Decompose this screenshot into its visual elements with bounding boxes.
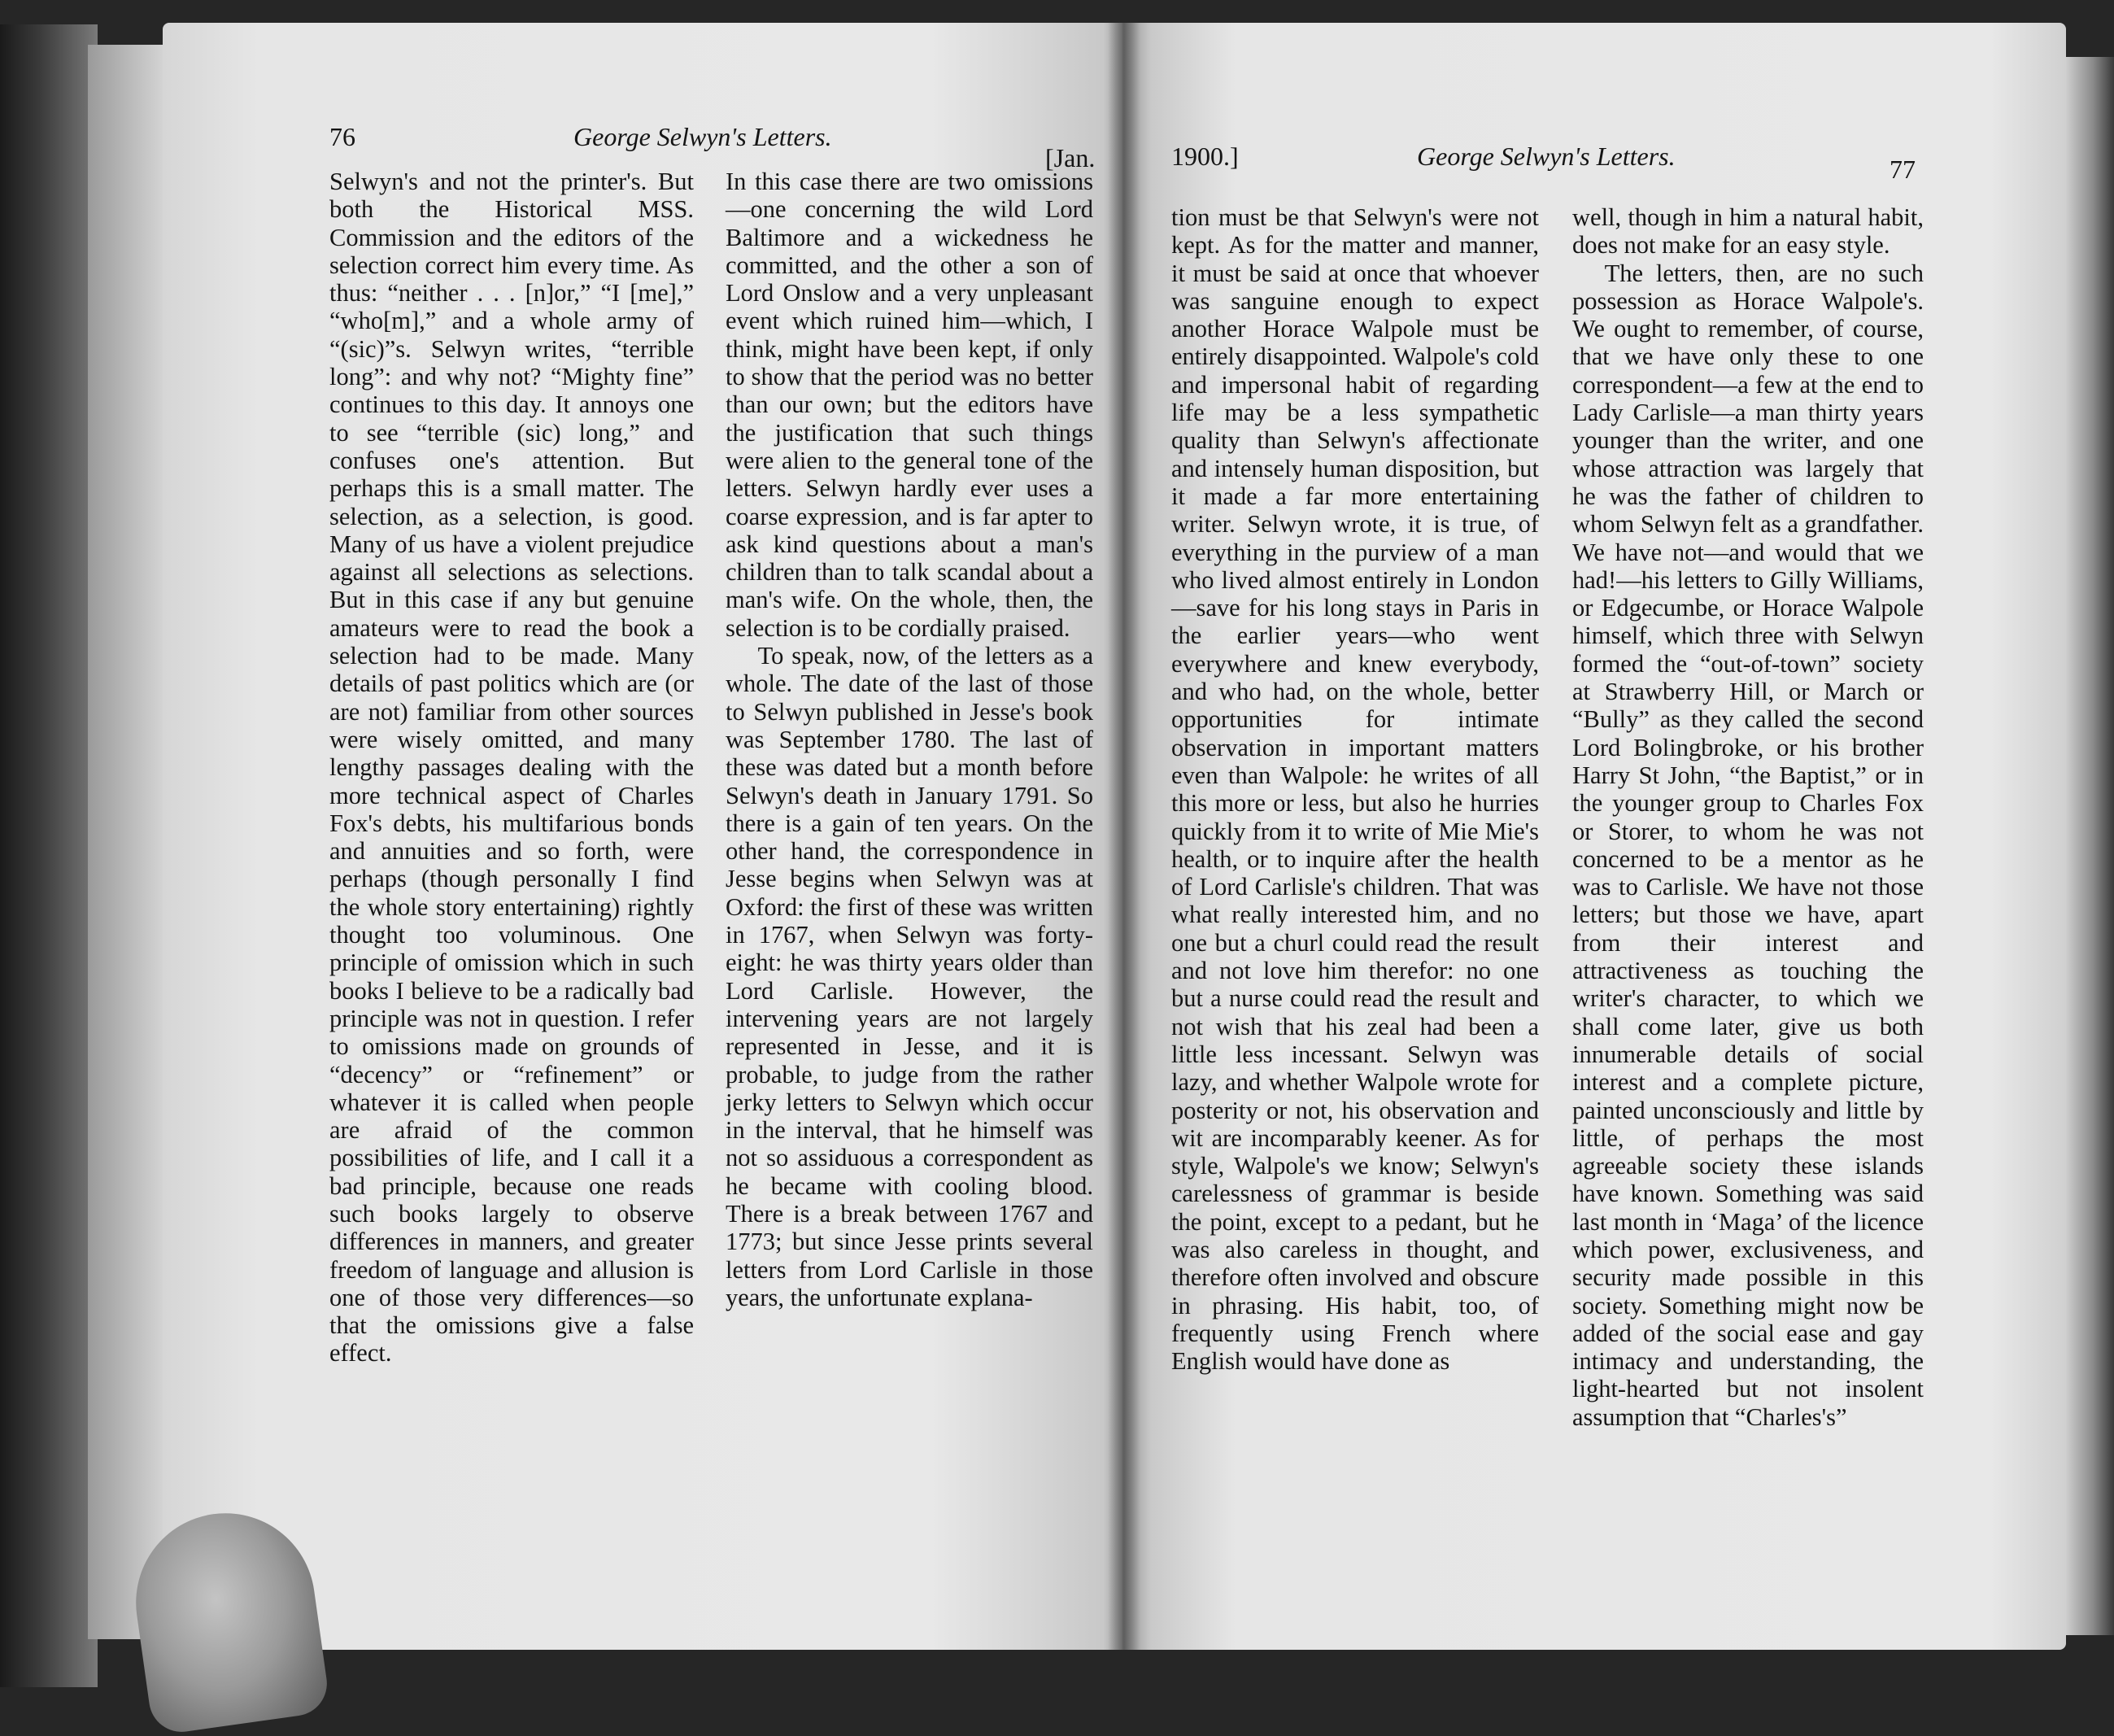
left-page-number: 76 — [329, 122, 355, 151]
left-column-2 — [726, 168, 1093, 1311]
right-page-edges — [2062, 57, 2114, 1635]
right-column-1-text: tion must be that Selwyn's were not kept. As for the matter and manner, it must be said at once that whoever was sanguine enough to expect another Horace Walpole must be entirely disappointed. Walpole's cold and impersonal habit of regarding life may be a less sympathetic quality than Selwyn's affectionate and intensely human disposition, but it made a far more entertaining writer. Selwyn wrote, it is true, of everything in the purview of a man who lived almost entirely in London—save for his long stays in Paris in the earlier years—who went everywhere and knew everybody, and who had, on the whole, better opportunities for intimate observation in important matters even than Walpole: he writes of all this more or less, but also he hurries quickly from it to write of Mie Mie's health, or to inquire after the health of Lord Carlisle's children. That was what really interested him, and no one but a churl could read the result and not love him therefor: no one but a nurse could read the result and not wish that his zeal had been a little less incessant. Selwyn was lazy, and whether Walpole wrote for posterity or not, his observation and wit are incomparably keener. As for style, Walpole's we know; Selwyn's carelessness of grammar is beside the point, except to a pedant, but he was also careless in thought, and therefore often involved and obscure in phrasing. His habit, too, of frequently using French where English would have done as — [1171, 203, 1539, 1376]
left-column-1 — [329, 168, 694, 1367]
left-running-date: [Jan. — [1045, 143, 1096, 172]
left-page — [163, 23, 1122, 1650]
right-column-2 — [1572, 203, 1924, 1431]
left-column-2-paragraph-1: In this case there are two omissions—one concerning the wild Lord Baltimore and a wickedness he committed, and the other a son of Lord Onslow and a very unpleasant event which ruined him—which, I think, might have been kept, if only to show that the period was no better than our own; but the editors have the justification that such things were alien to the general tone of the letters. Selwyn hardly ever uses a coarse expression, and is far apter to ask kind questions about a man's children than to talk scandal about a man's wife. On the whole, then, the selection is to be cordially praised. — [726, 168, 1093, 642]
right-running-date: 1900.] — [1171, 142, 1239, 171]
left-column-2-paragraph-2: To speak, now, of the letters as a whole. The date of the last of those to Selwyn published in Jesse's book was September 1780. The last of these was dated but a month before Selwyn's death in January 1791. So there is a gain of ten years. On the other hand, the correspondence in Jesse begins when Selwyn was at Oxford: the first of these was written in 1767, when Selwyn was forty-eight: he was thirty years older than Lord Carlisle. However, the intervening years are not largely represented in Jesse, and it is probable, to judge from the rather jerky letters to Selwyn which occur in the interval, that he himself was not so assiduous a correspondent as he became with cooling blood. There is a break between 1767 and 1773; but since Jesse prints several letters from Lord Carlisle in those years, the unfortunate explana- — [726, 642, 1093, 1311]
book-cover-edge — [0, 24, 98, 1687]
right-running-title: George Selwyn's Letters. — [1417, 142, 1676, 171]
book-gutter-shadow — [1108, 23, 1140, 1650]
right-column-2-paragraph-1: well, though in him a natural habit, does not make for an easy style. — [1572, 203, 1924, 260]
right-column-1 — [1171, 203, 1539, 1375]
right-page — [1122, 23, 2066, 1650]
right-page-number: 77 — [1890, 155, 1916, 184]
left-running-title: George Selwyn's Letters. — [573, 122, 832, 151]
left-page-edges — [88, 45, 169, 1639]
right-column-2-paragraph-2: The letters, then, are no such possession as Horace Walpole's. We ought to remember, of course, that we have only these to one correspondent—a few at the end to Lady Carlisle—a man thirty years younger than the writer, and one whose attraction was largely that he was the father of children to whom Selwyn felt as a grandfather. We have not—and would that we had!—his letters to Gilly Williams, or Edgecumbe, or Horace Walpole himself, which three with Selwyn formed the “out-of-town” society at Strawberry Hill, or March or “Bully” as they called the second Lord Bolingbroke, or his brother Harry St John, “the Baptist,” or in the younger group to Charles Fox or Storer, to whom he was not concerned to be a mentor as he was to Carlisle. We have not those letters; but those we have, apart from their interest and attractiveness as touching the writer's character, to which we shall come later, give us both innumerable details of social interest and a complete picture, painted unconsciously and little by little, of perhaps the most agreeable society these islands have known. Something was said last month in ‘Maga’ of the licence which power, exclusiveness, and security made possible in this society. Something might now be added of the social ease and gay intimacy and understanding, the light-hearted but not insolent assumption that “Charles's” — [1572, 259, 1924, 1431]
left-column-1-text: Selwyn's and not the printer's. But both the Historical MSS. Commission and the editors of the selection correct him every time. As thus: “neither . . . [n]or,” “I [me],” “who[m],” and a whole army of “(sic)”s. Selwyn writes, “terrible long”: and why not? “Mighty fine” continues to this day. It annoys one to see “terrible (sic) long,” and confuses one's attention. But perhaps this is a small matter. The selection, as a selection, is good. Many of us have a violent prejudice against all selections as selections. But in this case if any but genuine amateurs were to read the book a selection had to be made. Many details of past politics which are (or are not) familiar from other sources were wisely omitted, and many lengthy passages dealing with the more technical aspect of Charles Fox's debts, his multifarious bonds and annuities and so forth, were perhaps (though personally I find the whole story entertaining) rightly thought too voluminous. One principle of omission which in such books I believe to be a radically bad principle was not in question. I refer to omissions made on grounds of “decency” or “refinement” or whatever it is called when people are afraid of the common possibilities of life, and I call it a bad principle, because one reads such books largely to observe differences in manners, and greater freedom of language and allusion is one of those very differences—so that the omissions give a false effect. — [329, 168, 694, 1367]
